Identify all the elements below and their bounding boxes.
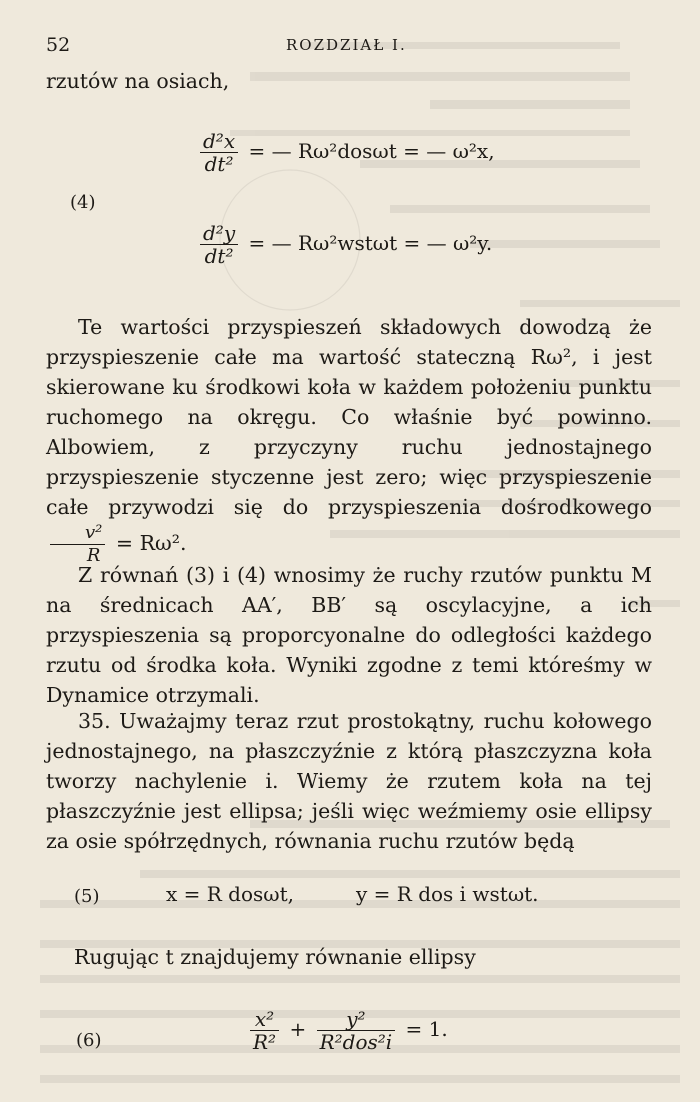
- fraction-denominator: dt²: [204, 244, 234, 268]
- fraction-x2-over-R2: [250, 1008, 279, 1053]
- equation-4-label: (4): [70, 192, 96, 213]
- fraction-d2x-dt2: [200, 130, 238, 175]
- equation-rhs: = — Rω²dosωt = — ω²x,: [248, 139, 495, 163]
- fraction-numerator: y²: [317, 1008, 396, 1031]
- equation-4-line1: [196, 130, 495, 175]
- fraction-numerator: d²x: [200, 130, 238, 153]
- fraction-numerator: d²y: [200, 222, 238, 245]
- fraction-numerator: v²: [50, 522, 105, 545]
- fraction-numerator: x²: [250, 1008, 279, 1031]
- equation-5-label: (5): [74, 886, 100, 907]
- equation-6-label: (6): [76, 1030, 102, 1051]
- intro-line: rzutów na osiach,: [46, 69, 230, 93]
- paragraph-acceleration: [46, 312, 652, 567]
- equation-rhs: = — Rω²wstωt = — ω²y.: [248, 231, 493, 255]
- equation-5-left: x = R dosωt,: [166, 882, 294, 906]
- fraction-rhs: = Rω².: [115, 531, 187, 555]
- page-number: 52: [46, 34, 71, 56]
- fraction-y2-over-R2dos2i: [317, 1008, 396, 1053]
- fraction-denominator: R: [86, 545, 101, 566]
- paragraph-text: Te wartości przyspieszeń składowych dowodzą że przyspieszenie całe ma wartość stateczną Rω², i jest skierowane ku środkowi koła w każdem położeniu punktu ruchomego na okręgu. Co właśnie być powinno. Albowiem, z przyczyny ruchu jednostajnego przyspieszenie styczenne jest zero; więc przyspieszenie całe przywodzi się do przyspieszenia dośrodkowego: [46, 315, 652, 519]
- equation-4-line2: [196, 222, 492, 267]
- equation-6: [246, 1008, 448, 1053]
- equation-5-right: y = R dos i wstωt.: [356, 882, 539, 906]
- running-head: ROZDZIAŁ I.: [286, 36, 407, 54]
- paragraph-oscillation: Z równań (3) i (4) wnosimy że ruchy rzutów punktu M na średnicach AA′, BB′ są oscylacyjne, a ich przyspieszenia są proporcyonalne do odległości każdego rzutu od środka koła. Wyniki zgodne z temi któreśmy w Dynamice otrzymali.: [46, 563, 652, 707]
- fraction-denominator: dt²: [204, 152, 234, 176]
- fraction-denominator: R²dos²i: [319, 1030, 393, 1054]
- fraction-d2y-dt2: [200, 222, 238, 267]
- fraction-denominator: R²: [253, 1030, 277, 1054]
- plus-sign: +: [289, 1017, 307, 1041]
- section-35-paragraph: 35. Uważajmy teraz rzut prostokątny, ruchu kołowego jednostajnego, na płaszczyźnie z którą płaszczyzna koła tworzy nachylenie i. Wiemy że rzutem koła na tej płaszczyźnie jest ellipsa; jeśli więc weźmiemy osie ellipsy za osie spółrzędnych, równania ruchu rzutów będą: [46, 709, 652, 853]
- equation-rhs: = 1.: [405, 1017, 448, 1041]
- paragraph-ellipse-intro: Rugując t znajdujemy równanie ellipsy: [74, 945, 476, 969]
